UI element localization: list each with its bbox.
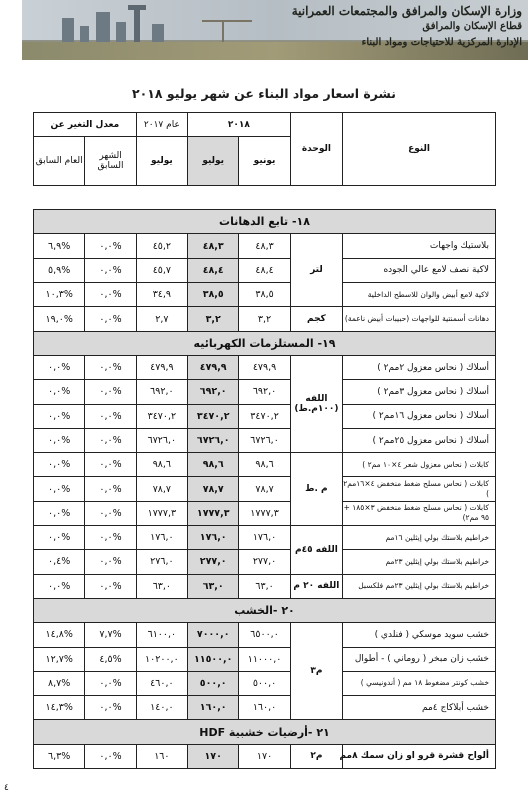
- item-name: ألواح قشرة قرو او زان سمك ٨مم: [343, 744, 496, 768]
- page-header-banner: [22, 0, 528, 60]
- col-header-type: النوع: [343, 113, 496, 186]
- table-row: [34, 428, 496, 452]
- july-price: ٣٤٧٠,٢: [188, 404, 239, 428]
- change-prev-month: %٠,٠: [85, 283, 136, 307]
- unit-cell: كجم: [290, 307, 342, 331]
- table-row: [34, 453, 496, 477]
- item-name: أسلاك ( نحاس معزول ١٦مم٢ ): [343, 404, 496, 428]
- july-2017-price: ١٧٧٧,٣: [136, 501, 187, 525]
- change-prev-year: %٨,٧: [34, 671, 85, 695]
- table-row: [34, 696, 496, 720]
- item-name: لاكية لامع أبيض والوان للاسطح الداخلية: [343, 283, 496, 307]
- change-prev-month: %٠,٠: [85, 355, 136, 379]
- item-name: دهانات أسمنتية للواجهات (حبيبات أبيض ناعمة): [343, 307, 496, 331]
- table-row: [34, 526, 496, 550]
- item-name: خراطيم بلاستك بولي إيثلين ١٦مم: [343, 526, 496, 550]
- july-2017-price: ١٠٢٠٠,٠: [136, 647, 187, 671]
- table-row: [34, 744, 496, 768]
- july-2017-price: ٤٦٠,٠: [136, 671, 187, 695]
- item-name: لاكية نصف لامع عالي الجوده: [343, 258, 496, 282]
- july-2017-price: ٦٣,٠: [136, 574, 187, 598]
- unit-cell: اللفه ٤٥م: [290, 526, 342, 575]
- change-prev-month: %٠,٠: [85, 526, 136, 550]
- change-prev-year: %١٩,٠: [34, 307, 85, 331]
- july-2017-price: ١٤٠,٠: [136, 696, 187, 720]
- table-row: [34, 671, 496, 695]
- change-prev-month: %٠,٠: [85, 574, 136, 598]
- col-header-july-2018: يوليو: [188, 137, 239, 186]
- july-2017-price: ٦١٠٠,٠: [136, 623, 187, 647]
- item-name: خشب زان مبخر ( روماني ) - أطوال: [343, 647, 496, 671]
- july-2017-price: ٢,٧: [136, 307, 187, 331]
- col-header-2017: عام ٢٠١٧: [136, 113, 187, 137]
- june-price: ٦٥٠٠,٠: [239, 623, 290, 647]
- table-row: [34, 550, 496, 574]
- july-2017-price: ٢٧٦,٠: [136, 550, 187, 574]
- june-price: ٩٨,٦: [239, 453, 290, 477]
- building-graphic: [96, 12, 110, 46]
- june-price: ٦٩٢,٠: [239, 380, 290, 404]
- june-price: ٣,٢: [239, 307, 290, 331]
- change-prev-year: %١٢,٧: [34, 647, 85, 671]
- col-header-change-rate: معدل التغير عن: [34, 113, 137, 137]
- july-2017-price: ٧٨,٧: [136, 477, 187, 501]
- header-text: [292, 3, 522, 51]
- section-title: ٢٠ -الخشب: [34, 598, 496, 622]
- item-name: خراطيم بلاستك بولي إيثلين ٢٣مم فلكسبل: [343, 574, 496, 598]
- july-price: ١١٥٠٠,٠: [188, 647, 239, 671]
- change-prev-year: %٠,٠: [34, 526, 85, 550]
- unit-cell: لتر: [290, 234, 342, 307]
- tower-graphic: [134, 6, 140, 46]
- july-2017-price: ٤٧٩,٩: [136, 355, 187, 379]
- july-price: ٩٨,٦: [188, 453, 239, 477]
- table-row: [34, 404, 496, 428]
- change-prev-month: %٠,٠: [85, 744, 136, 768]
- crane-arm-graphic: [202, 20, 252, 22]
- july-price: ٦٣,٠: [188, 574, 239, 598]
- table-row: [34, 501, 496, 525]
- change-prev-month: %٠,٠: [85, 696, 136, 720]
- item-name: بلاستيك واجهات: [343, 234, 496, 258]
- item-name: أسلاك ( نحاس معزول ٢٥مم٢ ): [343, 428, 496, 452]
- change-prev-month: %٠,٠: [85, 501, 136, 525]
- july-price: ٢٧٧,٠: [188, 550, 239, 574]
- change-prev-year: %٠,٠: [34, 355, 85, 379]
- change-prev-year: %١٠,٣: [34, 283, 85, 307]
- change-prev-month: %٠,٠: [85, 428, 136, 452]
- change-prev-month: %٠,٠: [85, 404, 136, 428]
- item-name: خراطيم بلاستك بولي إيثلين ٢٣مم: [343, 550, 496, 574]
- june-price: ١١٠٠٠,٠: [239, 647, 290, 671]
- july-2017-price: ٩٨,٦: [136, 453, 187, 477]
- change-prev-month: %٠,٠: [85, 307, 136, 331]
- change-prev-year: %٠,٠: [34, 380, 85, 404]
- june-price: ٥٠٠,٠: [239, 671, 290, 695]
- july-2017-price: ٣٤,٩: [136, 283, 187, 307]
- change-prev-month: %٧,٧: [85, 623, 136, 647]
- item-name: خشب أبلاكاج ٤مم: [343, 696, 496, 720]
- col-header-prev-year: العام السابق: [34, 137, 85, 186]
- table-row: [34, 283, 496, 307]
- june-price: ٦٣,٠: [239, 574, 290, 598]
- item-name: أسلاك ( نحاس معزول ٢مم٢ ): [343, 355, 496, 379]
- july-price: ٣,٢: [188, 307, 239, 331]
- table-row: [34, 574, 496, 598]
- sector-name: قطاع الإسكان والمرافق: [422, 21, 522, 32]
- item-name: أسلاك ( نحاس معزول ٣مم٢ ): [343, 380, 496, 404]
- unit-cell: م٢: [290, 744, 342, 768]
- table-row: [34, 647, 496, 671]
- july-price: ٤٨,٣: [188, 234, 239, 258]
- col-header-june: يونيو: [239, 137, 290, 186]
- change-prev-year: %٠,٠: [34, 453, 85, 477]
- table-row: [34, 258, 496, 282]
- july-price: ١٧٠: [188, 744, 239, 768]
- july-price: ١٦٠,٠: [188, 696, 239, 720]
- unit-line: اللفه: [305, 394, 328, 405]
- change-prev-year: %٥,٩: [34, 258, 85, 282]
- table-row: [34, 355, 496, 379]
- july-2017-price: ١٦٠: [136, 744, 187, 768]
- price-table: [33, 112, 496, 769]
- unit-cell: م .ط: [290, 453, 342, 526]
- june-price: ٤٨,٣: [239, 234, 290, 258]
- unit-cell: [290, 355, 342, 452]
- change-prev-year: %٠,٠: [34, 477, 85, 501]
- july-price: ٥٠٠,٠: [188, 671, 239, 695]
- unit-line: (١٠٠م.ط): [294, 404, 339, 415]
- june-price: ١٧٧٧,٣: [239, 501, 290, 525]
- june-price: ٣٤٧٠,٢: [239, 404, 290, 428]
- section-title: ٢١ -أرضيات خشبية HDF: [34, 720, 496, 744]
- july-price: ٧٨,٧: [188, 477, 239, 501]
- department-name: الإدارة المركزية للاحتياجات ومواد البناء: [361, 37, 522, 48]
- change-prev-month: %٠,٠: [85, 671, 136, 695]
- item-name: كابلات ( نحاس مسلح ضغط منخفض ٤×١٦مم٢ ): [343, 477, 496, 501]
- change-prev-year: %٠,٠: [34, 574, 85, 598]
- july-2017-price: ١٧٦,٠: [136, 526, 187, 550]
- change-prev-month: %٠,٠: [85, 453, 136, 477]
- change-prev-month: %٠,٠: [85, 550, 136, 574]
- july-2017-price: ٤٥,٧: [136, 258, 187, 282]
- item-name: خشب كونتر مضغوط ١٨ مم ( أندونيسي ): [343, 671, 496, 695]
- july-price: ٦٧٢٦,٠: [188, 428, 239, 452]
- change-prev-year: %٠,٠: [34, 428, 85, 452]
- section-title: ١٩- المستلزمات الكهربائيه: [34, 331, 496, 355]
- unit-cell: اللفه ٢٠ م: [290, 574, 342, 598]
- table-row: [34, 234, 496, 258]
- june-price: ٣٨,٥: [239, 283, 290, 307]
- july-price: ٤٨,٤: [188, 258, 239, 282]
- table-row: [34, 380, 496, 404]
- page-title: نشرة اسعار مواد البناء عن شهر يوليو ٢٠١٨: [132, 86, 396, 101]
- ministry-name: وزارة الإسكان والمرافق والمجتمعات العمرانية: [291, 4, 522, 18]
- table-row: [34, 623, 496, 647]
- change-prev-month: %٠,٠: [85, 234, 136, 258]
- item-name: كابلات ( نحاس مسلح ضغط منخفض ٣×١٨٥ + ٩٥ مم٢): [343, 501, 496, 525]
- col-header-july-2017: يوليو: [136, 137, 187, 186]
- july-price: ١٧٧٧,٣: [188, 501, 239, 525]
- june-price: ١٦٠,٠: [239, 696, 290, 720]
- july-2017-price: ٤٥,٢: [136, 234, 187, 258]
- change-prev-month: %٤,٥: [85, 647, 136, 671]
- july-price: ٧٠٠٠,٠: [188, 623, 239, 647]
- tower-top-graphic: [128, 5, 146, 10]
- section-title: ١٨- تابع الدهانات: [34, 210, 496, 234]
- change-prev-year: %٠,٠: [34, 501, 85, 525]
- col-header-2018: ٢٠١٨: [188, 113, 291, 137]
- unit-cell: م٣: [290, 623, 342, 720]
- col-header-unit: الوحدة: [290, 113, 342, 186]
- item-name: خشب سويد موسكي ( فنلدي ): [343, 623, 496, 647]
- june-price: ١٧٠: [239, 744, 290, 768]
- july-2017-price: ٦٩٢,٠: [136, 380, 187, 404]
- spacer: [34, 185, 496, 209]
- item-name: كابلات ( نحاس معزول شعر ٤×١٠ مم٢ ): [343, 453, 496, 477]
- col-header-prev-month: الشهر السابق: [85, 137, 136, 186]
- june-price: ٢٧٧,٠: [239, 550, 290, 574]
- july-price: ٤٧٩,٩: [188, 355, 239, 379]
- change-prev-year: %٠,٤: [34, 550, 85, 574]
- june-price: ٧٨,٧: [239, 477, 290, 501]
- table-row: [34, 477, 496, 501]
- change-prev-year: %٠,٠: [34, 404, 85, 428]
- change-prev-month: %٠,٠: [85, 477, 136, 501]
- table-row: [34, 307, 496, 331]
- june-price: ١٧٦,٠: [239, 526, 290, 550]
- july-price: ٣٨,٥: [188, 283, 239, 307]
- change-prev-year: %١٤,٨: [34, 623, 85, 647]
- change-prev-year: %٦,٩: [34, 234, 85, 258]
- july-price: ١٧٦,٠: [188, 526, 239, 550]
- change-prev-year: %٦,٣: [34, 744, 85, 768]
- change-prev-month: %٠,٠: [85, 380, 136, 404]
- june-price: ٤٨,٤: [239, 258, 290, 282]
- july-2017-price: ٦٧٢٦,٠: [136, 428, 187, 452]
- change-prev-month: %٠,٠: [85, 258, 136, 282]
- july-price: ٦٩٢,٠: [188, 380, 239, 404]
- page-number: ٤: [4, 783, 9, 793]
- july-2017-price: ٣٤٧٠,٢: [136, 404, 187, 428]
- change-prev-year: %١٤,٣: [34, 696, 85, 720]
- june-price: ٦٧٢٦,٠: [239, 428, 290, 452]
- june-price: ٤٧٩,٩: [239, 355, 290, 379]
